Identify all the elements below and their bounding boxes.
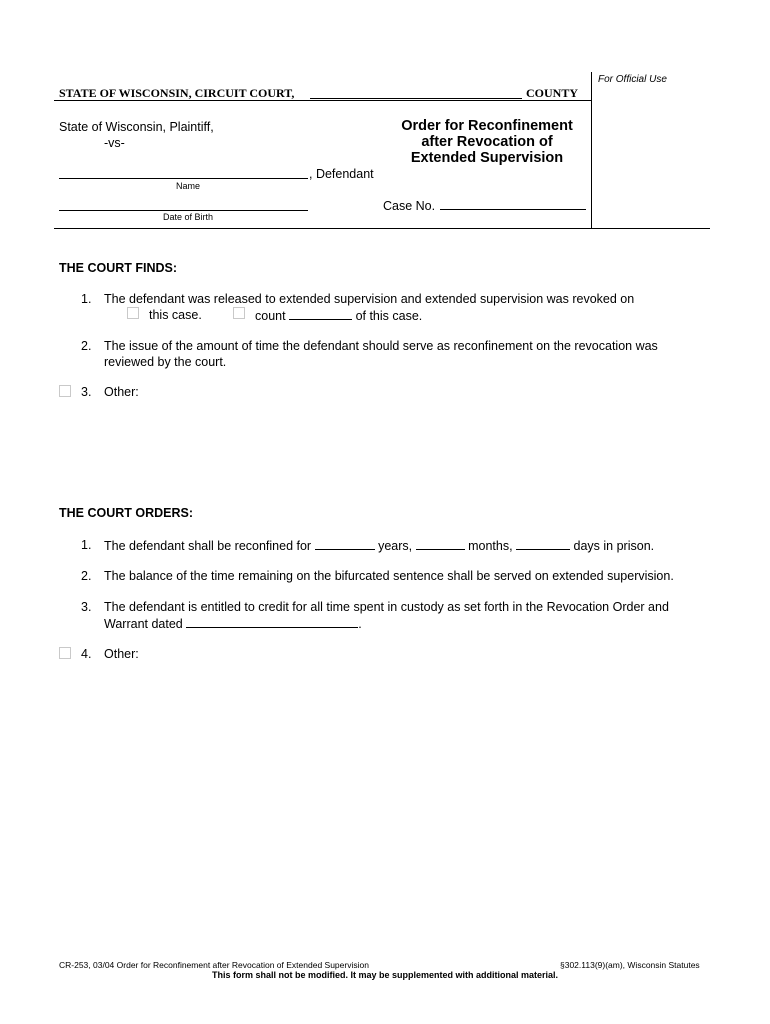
days-field[interactable] bbox=[516, 537, 570, 550]
this-case-checkbox[interactable] bbox=[127, 307, 139, 319]
case-no-label: Case No. bbox=[383, 199, 436, 213]
years-label: years, bbox=[378, 539, 413, 553]
caption-rule bbox=[54, 228, 710, 229]
footer-form-id: CR-253, 03/04 Order for Reconfinement after Revocation of Extended Supervision bbox=[59, 960, 369, 970]
reconfined-label: The defendant shall be reconfined for bbox=[104, 539, 312, 553]
finds-item2-line1: The issue of the amount of time the defendant should serve as reconfinement on the revocation was bbox=[104, 339, 658, 353]
orders-other-checkbox[interactable] bbox=[59, 647, 71, 659]
case-no-field[interactable] bbox=[440, 209, 586, 210]
finds-item1-text: The defendant was released to extended supervision and extended supervision was revoked on bbox=[104, 292, 635, 306]
finds-other-checkbox[interactable] bbox=[59, 385, 71, 397]
count-label: count bbox=[255, 309, 286, 323]
header-rule bbox=[54, 100, 591, 101]
count-checkbox[interactable] bbox=[233, 307, 245, 319]
orders-heading: THE COURT ORDERS: bbox=[59, 506, 194, 520]
plaintiff-label: State of Wisconsin, Plaintiff, bbox=[59, 120, 214, 134]
footer-statute: §302.113(9)(am), Wisconsin Statutes bbox=[560, 960, 700, 970]
footer-notice: This form shall not be modified. It may be supplemented with additional material. bbox=[211, 970, 559, 980]
warrant-dated-label: Warrant dated bbox=[104, 617, 183, 631]
title-line-1: Order for Reconfinement bbox=[401, 118, 573, 134]
county-label: COUNTY bbox=[526, 86, 579, 100]
dob-caption: Date of Birth bbox=[163, 212, 214, 222]
finds-other-label: Other: bbox=[104, 385, 139, 399]
count-number-field[interactable] bbox=[289, 307, 352, 320]
this-case-label: this case. bbox=[149, 308, 202, 322]
orders-item2-text: The balance of the time remaining on the bifurcated sentence shall be served on extended supervision. bbox=[104, 569, 674, 583]
title-line-2: after Revocation of bbox=[421, 134, 553, 150]
years-field[interactable] bbox=[315, 537, 375, 550]
orders-item3-line1: The defendant is entitled to credit for all time spent in custody as set forth in the Revocation Order and bbox=[104, 600, 669, 614]
finds-heading: THE COURT FINDS: bbox=[59, 261, 178, 275]
finds-item2-text bbox=[104, 338, 658, 370]
official-use-label: For Official Use bbox=[598, 74, 667, 85]
county-blank-line bbox=[310, 98, 522, 99]
finds-item3-number: 3. bbox=[81, 385, 92, 399]
count-suffix-label: of this case. bbox=[355, 309, 423, 323]
defendant-name-field[interactable] bbox=[59, 178, 308, 179]
orders-item1-text bbox=[104, 537, 654, 554]
title-line-3: Extended Supervision bbox=[410, 150, 564, 166]
orders-item3-line2 bbox=[104, 615, 669, 632]
count-option bbox=[255, 307, 422, 324]
orders-item3-text bbox=[104, 599, 669, 632]
orders-item1-number: 1. bbox=[81, 538, 92, 552]
orders-item3-number: 3. bbox=[81, 600, 92, 614]
months-field[interactable] bbox=[416, 537, 465, 550]
date-of-birth-field[interactable] bbox=[59, 210, 308, 211]
court-label: STATE OF WISCONSIN, CIRCUIT COURT, bbox=[59, 86, 295, 100]
days-label: days in prison. bbox=[573, 539, 655, 553]
warrant-period: . bbox=[358, 617, 362, 631]
finds-item1-number: 1. bbox=[81, 292, 92, 306]
orders-item2-number: 2. bbox=[81, 569, 92, 583]
orders-other-label: Other: bbox=[104, 647, 139, 661]
official-use-divider bbox=[591, 72, 592, 228]
finds-item2-line2: reviewed by the court. bbox=[104, 355, 227, 369]
orders-item4-number: 4. bbox=[81, 647, 92, 661]
form-title bbox=[386, 118, 588, 166]
vs-label: -vs- bbox=[104, 136, 125, 150]
warrant-date-field[interactable] bbox=[186, 615, 358, 628]
name-caption: Name bbox=[176, 181, 201, 191]
months-label: months, bbox=[468, 539, 513, 553]
finds-item2-number: 2. bbox=[81, 339, 92, 353]
defendant-label: , Defendant bbox=[309, 167, 374, 181]
